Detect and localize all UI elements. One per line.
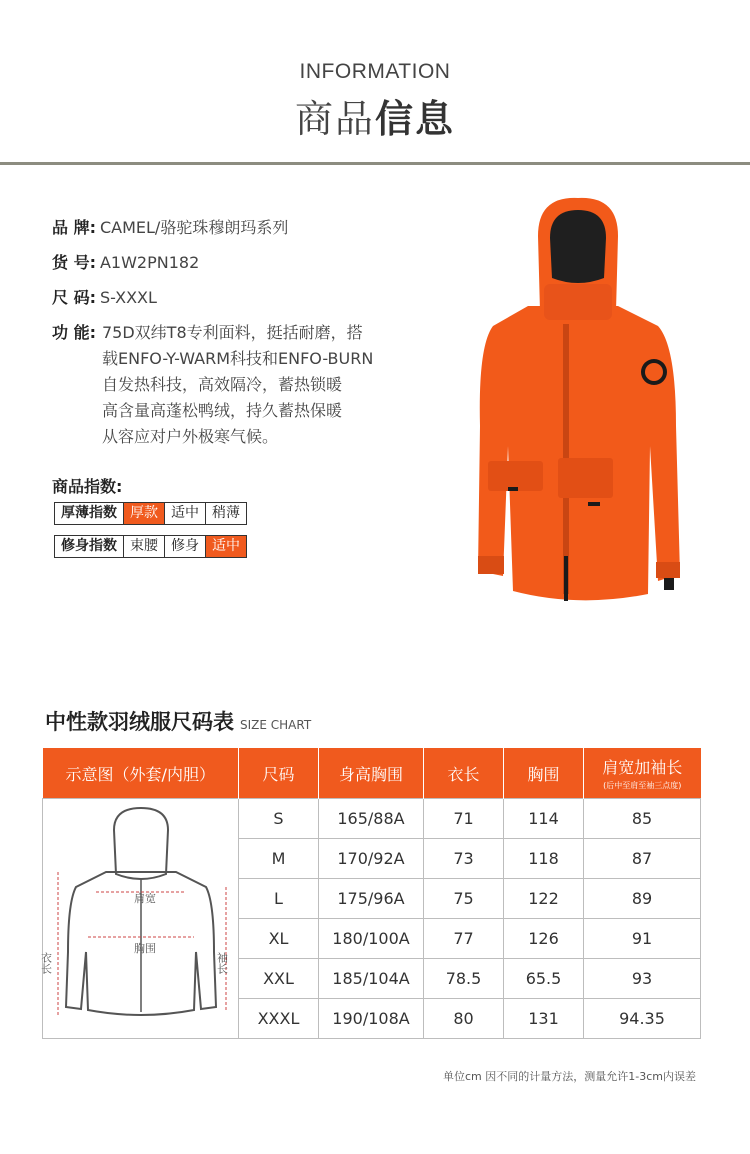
cell-length: 80 — [424, 999, 504, 1039]
thickness-option-medium: 适中 — [165, 503, 206, 524]
header-size: 尺码 — [239, 748, 319, 799]
jacket-measure-diagram — [39, 802, 236, 1032]
header-english-title: INFORMATION — [299, 60, 451, 83]
header-shoulder-note: (后中至肩至袖三点度) — [603, 781, 682, 790]
function-label: 功 能: — [52, 323, 96, 342]
code-row — [52, 250, 199, 276]
cell-size: S — [239, 799, 319, 839]
diagram-shoulder-label: 肩宽 — [133, 891, 156, 905]
cell-chest: 114 — [504, 799, 584, 839]
size-diagram-cell — [39, 799, 239, 1039]
cell-height-chest: 175/96A — [319, 879, 424, 919]
header-chest: 胸围 — [504, 748, 584, 799]
size-value: S-XXXL — [99, 288, 157, 307]
cell-size: XL — [239, 919, 319, 959]
size-chart-subtitle: SIZE CHART — [240, 718, 312, 732]
table-row — [43, 799, 701, 839]
cell-chest: 131 — [504, 999, 584, 1039]
fit-option-waisted: 束腰 — [124, 536, 165, 557]
header-height-chest: 身高胸围 — [319, 748, 424, 799]
header-chinese-title — [0, 88, 750, 143]
function-value: 75D双纬T8专利面料，挺括耐磨，搭 载ENFO-Y-WARM科技和ENFO-BURN 自发热科技，高效隔冷，蓄热锁暖 高含量高蓬松鸭绒，持久蓄热保暖 从容应对户外极寒气候。 — [102, 323, 374, 446]
diagram-sleeve-label: 袖长 — [215, 951, 228, 974]
size-chart-table — [39, 748, 701, 1039]
cell-shoulder-sleeve: 91 — [584, 919, 701, 959]
header-diagram: 示意图（外套/内胆） — [43, 748, 239, 799]
brand-row — [52, 215, 288, 241]
header-title-light: 商品 — [294, 97, 375, 141]
code-label: 货 号: — [52, 253, 96, 272]
jacket-product-image — [468, 196, 688, 616]
brand-value: CAMEL/骆驼珠穆朗玛系列 — [99, 218, 289, 237]
size-chart-title — [45, 706, 311, 736]
cell-height-chest: 190/108A — [319, 999, 424, 1039]
header-shoulder-sleeve-label: 肩宽加袖长 — [602, 758, 683, 777]
cell-chest: 118 — [504, 839, 584, 879]
brand-label: 品 牌: — [52, 218, 96, 237]
cell-chest: 122 — [504, 879, 584, 919]
cell-length: 73 — [424, 839, 504, 879]
cell-length: 78.5 — [424, 959, 504, 999]
header-divider — [0, 162, 750, 165]
header-shoulder-sleeve — [584, 748, 701, 799]
cell-length: 77 — [424, 919, 504, 959]
header-title-bold: 信息 — [375, 97, 456, 141]
cell-length: 71 — [424, 799, 504, 839]
thickness-index-label: 厚薄指数 — [55, 503, 124, 524]
cell-height-chest: 185/104A — [319, 959, 424, 999]
cell-shoulder-sleeve: 85 — [584, 799, 701, 839]
cell-chest: 65.5 — [504, 959, 584, 999]
size-row — [52, 285, 157, 311]
thickness-option-thin: 稍薄 — [212, 505, 240, 521]
cell-height-chest: 170/92A — [319, 839, 424, 879]
cell-shoulder-sleeve: 89 — [584, 879, 701, 919]
cell-shoulder-sleeve: 87 — [584, 839, 701, 879]
cell-height-chest: 180/100A — [319, 919, 424, 959]
cell-shoulder-sleeve: 93 — [584, 959, 701, 999]
size-chart-title-text: 中性款羽绒服尺码表 — [45, 710, 234, 734]
thickness-option-thick: 厚款 — [124, 503, 165, 524]
cell-size: XXXL — [239, 999, 319, 1039]
fit-option-medium: 适中 — [206, 536, 246, 557]
code-value: A1W2PN182 — [99, 253, 200, 272]
cell-shoulder-sleeve: 94.35 — [584, 999, 701, 1039]
diagram-chest-label: 胸围 — [133, 941, 156, 955]
thickness-index — [54, 502, 247, 525]
size-chart-footnote: 单位cm 因不同的计量方法，测量允许1-3cm内误差 — [443, 1070, 696, 1083]
fit-option-slim: 修身 — [165, 536, 206, 557]
cell-chest: 126 — [504, 919, 584, 959]
diagram-length-label: 衣长 — [39, 951, 52, 974]
cell-length: 75 — [424, 879, 504, 919]
fit-index-label: 修身指数 — [55, 536, 124, 557]
cell-size: L — [239, 879, 319, 919]
cell-size: M — [239, 839, 319, 879]
size-chart-header-row — [43, 748, 701, 799]
cell-height-chest: 165/88A — [319, 799, 424, 839]
cell-size: XXL — [239, 959, 319, 999]
size-label: 尺 码: — [52, 288, 96, 307]
fit-index — [54, 535, 247, 558]
index-title: 商品指数: — [52, 477, 123, 496]
header-length: 衣长 — [424, 748, 504, 799]
